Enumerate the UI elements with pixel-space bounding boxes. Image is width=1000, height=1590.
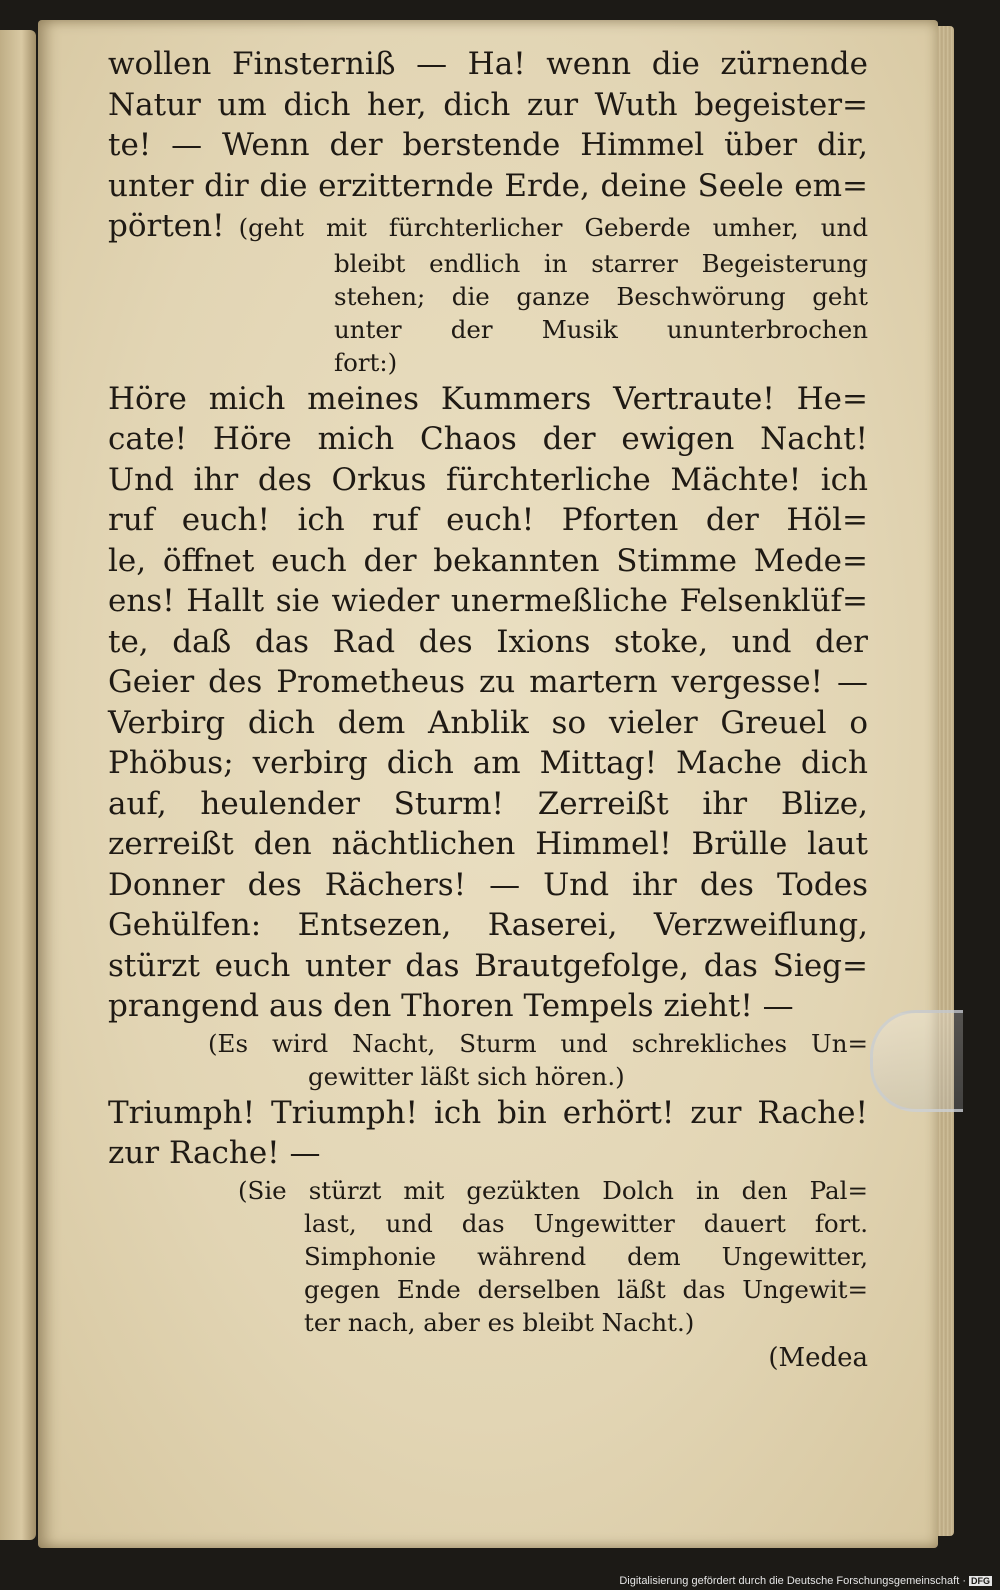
- book-page: [38, 20, 938, 1548]
- text-line: wollen Finsterniß — Ha! wenn die zürnende: [108, 46, 868, 82]
- text-line: Geier des Prometheus zu martern vergesse! —: [108, 664, 868, 700]
- text-line: te! — Wenn der berstende Himmel über dir,: [108, 127, 868, 163]
- stage-line: stehen; die ganze Beschwörung geht: [334, 281, 868, 311]
- text-line: unter dir die erzitternde Erde, deine Seele em=: [108, 167, 868, 204]
- text-line: Und ihr des Orkus fürchterliche Mächte! ich: [108, 461, 868, 498]
- stage-direction: [238, 1174, 868, 1339]
- stage-line: unter der Musik ununterbrochen: [334, 314, 868, 344]
- text-line: Triumph! Triumph! ich bin erhört! zur Rache!: [108, 1094, 868, 1131]
- text-line: Donner des Rächers! — Und ihr des Todes: [108, 866, 868, 903]
- stage-line: last, und das Ungewitter dauert fort.: [304, 1208, 868, 1238]
- text-line: stürzt euch unter das Brautgefolge, das Sieg=: [108, 947, 868, 984]
- stage-direction: [208, 1027, 868, 1093]
- text-line: cate! Höre mich Chaos der ewigen Nacht!: [108, 421, 868, 457]
- footer-text: Digitalisierung gefördert durch die Deutsche Forschungsgemeinschaft ·: [619, 1575, 966, 1587]
- digitization-footer: [619, 1575, 992, 1587]
- stage-line: ter nach, aber es bleibt Nacht.): [304, 1307, 695, 1337]
- text-line: auf, heulender Sturm! Zerreißt ihr Blize,: [108, 785, 868, 822]
- dfg-logo-icon: DFG: [971, 1576, 990, 1586]
- text-line: Natur um dich her, dich zur Wuth begeister=: [108, 86, 868, 123]
- page-text: [108, 44, 868, 1375]
- stage-line: bleibt endlich in starrer Begeisterung: [334, 248, 868, 278]
- text-line: Verbirg dich dem Anblik so vieler Greuel o: [108, 704, 868, 741]
- text-line-with-stage-direction: [108, 206, 868, 247]
- text-line: Phöbus; verbirg dich am Mittag! Mache dich: [108, 745, 868, 781]
- text-fragment: pörten!: [108, 208, 225, 244]
- stage-direction-start: (geht mit fürchterlicher Geberde umher, und: [238, 213, 868, 242]
- catchword: (Medea: [768, 1342, 868, 1373]
- text-line: zur Rache! —: [108, 1135, 321, 1171]
- stage-line: Simphonie während dem Ungewitter,: [304, 1241, 868, 1271]
- stage-line: (Es wird Nacht, Sturm und schrekliches Un=: [208, 1028, 868, 1058]
- stage-direction: [334, 247, 868, 379]
- text-line: zerreißt den nächtlichen Himmel! Brülle laut: [108, 826, 868, 862]
- previous-page-edge: [0, 30, 36, 1540]
- text-line: ruf euch! ich ruf euch! Pforten der Höl=: [108, 502, 868, 538]
- stage-line: gegen Ende derselben läßt das Ungewit=: [304, 1274, 868, 1304]
- text-line: le, öffnet euch der bekannten Stimme Mede=: [108, 542, 868, 579]
- text-line: ens! Hallt sie wieder unermeßliche Felsenklüf=: [108, 583, 868, 619]
- text-line: Gehülfen: Entsezen, Raserei, Verzweiflung,: [108, 907, 868, 943]
- text-line: prangend aus den Thoren Tempels zieht! —: [108, 988, 794, 1024]
- stage-line: fort:): [334, 347, 398, 377]
- page-clip-tab: [870, 1010, 963, 1112]
- text-line: te, daß das Rad des Ixions stoke, und der: [108, 623, 868, 660]
- stage-line: gewitter läßt sich hören.): [308, 1061, 625, 1091]
- stage-line: (Sie stürzt mit gezükten Dolch in den Pal=: [238, 1175, 868, 1205]
- text-line: Höre mich meines Kummers Vertraute! He=: [108, 380, 868, 417]
